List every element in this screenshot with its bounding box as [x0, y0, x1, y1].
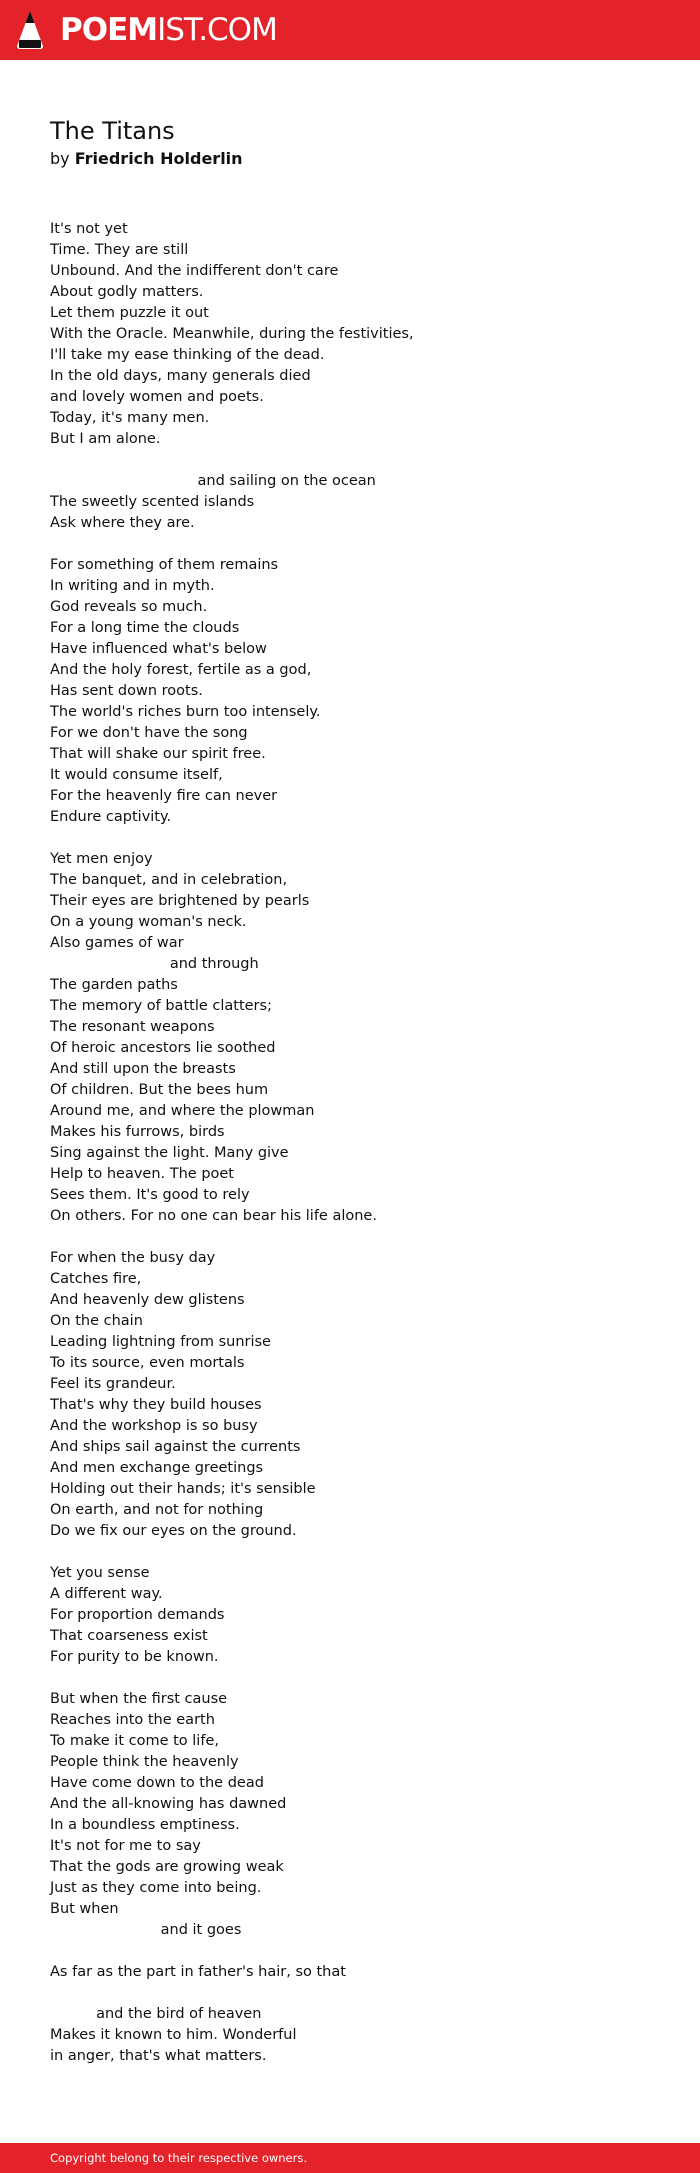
poem-line: With the Oracle. Meanwhile, during the festivities,	[50, 326, 414, 342]
poem-line: Unbound. And the indifferent don't care	[50, 263, 339, 279]
poem-line: Feel its grandeur.	[50, 1376, 176, 1392]
poem-line: For something of them remains	[50, 557, 279, 573]
poem-line: Yet men enjoy	[50, 851, 153, 867]
byline	[50, 148, 243, 170]
poem-line: On others. For no one can bear his life alone.	[50, 1208, 377, 1224]
poem-line: God reveals so much.	[50, 599, 208, 615]
poem-line: In the old days, many generals died	[50, 368, 311, 384]
poem-line: Of heroic ancestors lie soothed	[50, 1040, 276, 1056]
poem-line: and lovely women and poets.	[50, 389, 264, 405]
poem-line: Just as they come into being.	[50, 1880, 262, 1896]
stanza-break	[50, 1542, 670, 1563]
poem-line: Sees them. It's good to rely	[50, 1187, 250, 1203]
poem-line: And the workshop is so busy	[50, 1418, 258, 1434]
poem-line: A different way.	[50, 1586, 163, 1602]
pencil-logo-icon[interactable]	[15, 10, 45, 50]
poem-line: Do we fix our eyes on the ground.	[50, 1523, 297, 1539]
author-name[interactable]: Friedrich Holderlin	[74, 149, 243, 168]
poem-line: I'll take my ease thinking of the dead.	[50, 347, 325, 363]
site-header	[0, 0, 700, 60]
poem-line: But when	[50, 1901, 119, 1917]
stanza	[50, 849, 670, 1227]
poem-line: The resonant weapons	[50, 1019, 215, 1035]
poem-line: in anger, that's what matters.	[50, 2048, 267, 2064]
stanza	[50, 1689, 670, 1941]
poem-line: In a boundless emptiness.	[50, 1817, 240, 1833]
poem-line: Has sent down roots.	[50, 683, 203, 699]
stanza	[50, 1962, 670, 1983]
stanza-break	[50, 450, 670, 471]
poem-line: But when the first cause	[50, 1691, 228, 1707]
poem-line: For we don't have the song	[50, 725, 248, 741]
poem-line: That coarseness exist	[50, 1628, 208, 1644]
poem-line: And the all-knowing has dawned	[50, 1796, 287, 1812]
poem-line: In writing and in myth.	[50, 578, 215, 594]
logo-light-text: IST.COM	[157, 12, 277, 48]
site-footer	[0, 2143, 700, 2173]
poem-line: Endure captivity.	[50, 809, 172, 825]
poem-line: and the bird of heaven	[50, 2006, 262, 2022]
poem-line: and through	[50, 956, 259, 972]
poem-line: But I am alone.	[50, 431, 161, 447]
poem-line: Reaches into the earth	[50, 1712, 215, 1728]
poem-line: Makes his furrows, birds	[50, 1124, 225, 1140]
poem-line: That the gods are growing weak	[50, 1859, 284, 1875]
poem-line: That's why they build houses	[50, 1397, 262, 1413]
poem-line: Catches fire,	[50, 1271, 142, 1287]
stanza	[50, 471, 670, 534]
poem-line: People think the heavenly	[50, 1754, 239, 1770]
poem-line: The garden paths	[50, 977, 178, 993]
poem-line: To its source, even mortals	[50, 1355, 245, 1371]
poem-line: It would consume itself,	[50, 767, 223, 783]
poem-line: And ships sail against the currents	[50, 1439, 301, 1455]
poem-line: And the holy forest, fertile as a god,	[50, 662, 312, 678]
poem-line: About godly matters.	[50, 284, 204, 300]
poem-line: Around me, and where the plowman	[50, 1103, 315, 1119]
poem-line: For when the busy day	[50, 1250, 216, 1266]
poem-line: For the heavenly fire can never	[50, 788, 278, 804]
poem-line: It's not for me to say	[50, 1838, 201, 1854]
poem-line: On a young woman's neck.	[50, 914, 247, 930]
poem-line: and it goes	[50, 1922, 242, 1938]
poem-line: Of children. But the bees hum	[50, 1082, 269, 1098]
logo-bold-text: POEM	[60, 12, 158, 48]
poem-line: The banquet, and in celebration,	[50, 872, 288, 888]
poem-line: That will shake our spirit free.	[50, 746, 266, 762]
poem-line: Time. They are still	[50, 242, 189, 258]
poem-line: Also games of war	[50, 935, 184, 951]
poem-line: and sailing on the ocean	[50, 473, 376, 489]
poem-line: Have influenced what's below	[50, 641, 267, 657]
poem-line: To make it come to life,	[50, 1733, 219, 1749]
stanza-break	[50, 1941, 670, 1962]
stanza-break	[50, 828, 670, 849]
stanza	[50, 555, 670, 828]
poem-line: Today, it's many men.	[50, 410, 210, 426]
poem-line: Have come down to the dead	[50, 1775, 264, 1791]
poem-line: The sweetly scented islands	[50, 494, 255, 510]
copyright-notice: Copyright belong to their respective owners.	[50, 2151, 308, 2165]
poem-line: On the chain	[50, 1313, 143, 1329]
stanza-break	[50, 1668, 670, 1689]
poem-line: Holding out their hands; it's sensible	[50, 1481, 316, 1497]
poem-line: As far as the part in father's hair, so that	[50, 1964, 346, 1980]
site-logo[interactable]	[60, 12, 277, 48]
poem-line: Yet you sense	[50, 1565, 150, 1581]
stanza-break	[50, 534, 670, 555]
poem-line: On earth, and not for nothing	[50, 1502, 264, 1518]
poem-body	[50, 219, 670, 2067]
poem-line: For proportion demands	[50, 1607, 225, 1623]
poem-line: For purity to be known.	[50, 1649, 219, 1665]
poem-line: Makes it known to him. Wonderful	[50, 2027, 297, 2043]
stanza-break	[50, 1227, 670, 1248]
poem-line: Leading lightning from sunrise	[50, 1334, 271, 1350]
stanza	[50, 1563, 670, 1668]
stanza	[50, 2004, 670, 2067]
poem-line: The world's riches burn too intensely.	[50, 704, 321, 720]
by-label: by	[50, 149, 70, 168]
poem-line: Ask where they are.	[50, 515, 195, 531]
stanza	[50, 219, 670, 450]
poem-line: And men exchange greetings	[50, 1460, 264, 1476]
poem-line: Let them puzzle it out	[50, 305, 209, 321]
poem-title: The Titans	[50, 117, 175, 145]
stanza-break	[50, 1983, 670, 2004]
poem-line: And still upon the breasts	[50, 1061, 236, 1077]
poem-line: For a long time the clouds	[50, 620, 240, 636]
poem-line: It's not yet	[50, 221, 128, 237]
poem-line: Sing against the light. Many give	[50, 1145, 289, 1161]
poem-line: Their eyes are brightened by pearls	[50, 893, 310, 909]
stanza	[50, 1248, 670, 1542]
poem-line: And heavenly dew glistens	[50, 1292, 245, 1308]
poem-line: Help to heaven. The poet	[50, 1166, 234, 1182]
poem-line: The memory of battle clatters;	[50, 998, 272, 1014]
